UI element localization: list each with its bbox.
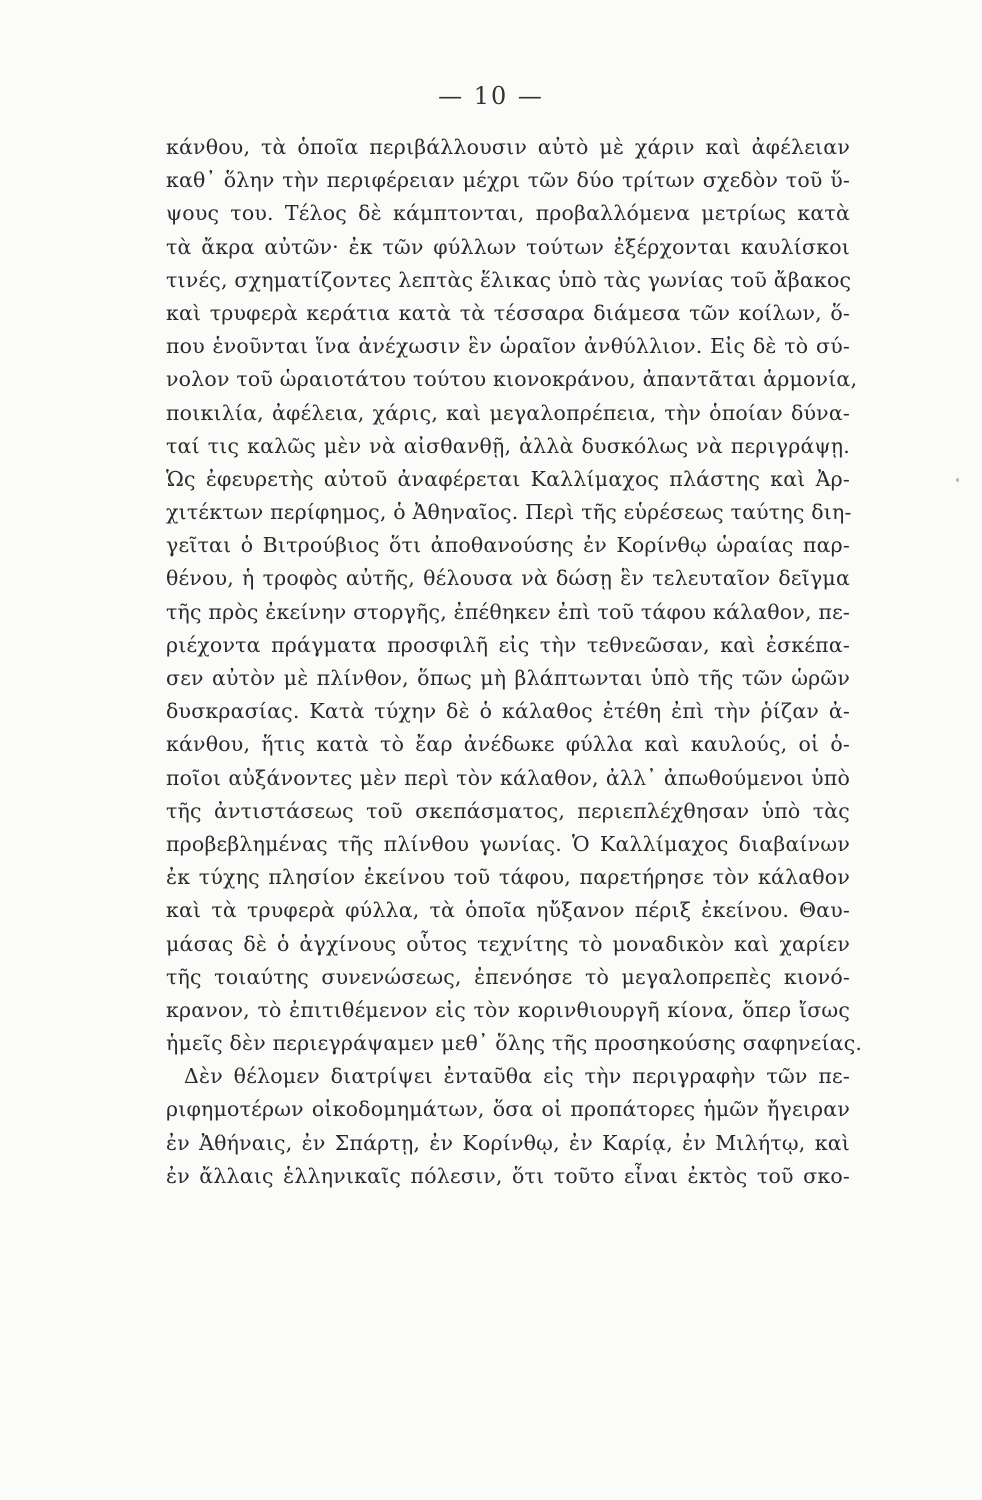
text-line: ἐν ἄλλαις ἑλληνικαῖς πόλεσιν, ὅτι τοῦτο εἶναι ἐκτὸς τοῦ σκο- (166, 1163, 850, 1188)
text-line: τῆς τοιαύτης συνενώσεως, ἐπενόησε τὸ μεγαλοπρεπὲς κιονό- (166, 964, 850, 989)
text-line: κάνθου, τὰ ὁποῖα περιβάλλουσιν αὐτὸ μὲ χάριν καὶ ἀφέλειαν (166, 135, 850, 159)
text-line: ποικιλία, ἀφέλεια, χάρις, καὶ μεγαλοπρέπεια, τὴν ὁποίαν δύνα- (166, 400, 850, 425)
text-line: τῆς πρὸς ἐκείνην στοργῆς, ἐπέθηκεν ἐπὶ τοῦ τάφου κάλαθον, πε- (166, 599, 851, 624)
text-line: χιτέκτων περίφημος, ὁ Ἀθηναῖος. Περὶ τῆς εὑρέσεως ταύτης διη- (166, 500, 852, 525)
paragraph-2 (166, 1060, 850, 1193)
text-line: τινές, σχηματίζοντες λεπτὰς ἕλικας ὑπὸ τὰς γωνίας τοῦ ἄβακος (166, 267, 852, 292)
text-line: νολον τοῦ ὡραιοτάτου τούτου κιονοκράνου, ἀπαντᾶται ἁρμονία, (166, 367, 858, 392)
text-line: Ὡς ἐφευρετὴς αὐτοῦ ἀναφέρεται Καλλίμαχος πλάστης καὶ Ἀρ- (166, 466, 850, 491)
text-line: που ἑνοῦνται ἵνα ἀνέχωσιν ἓν ὡραῖον ἀνθύλλιον. Εἰς δὲ τὸ σύ- (166, 334, 850, 359)
text-line: κάνθου, ἥτις κατὰ τὸ ἔαρ ἀνέδωκε φύλλα καὶ καυλούς, οἱ ὁ- (166, 732, 850, 757)
text-line: ταί τις καλῶς μὲν νὰ αἰσθανθῇ, ἀλλὰ δυσκόλως νὰ περιγράψῃ. (166, 433, 850, 458)
page-number: — 10 — (438, 82, 544, 110)
text-line: θένου, ἡ τροφὸς αὐτῆς, θέλουσα νὰ δώσῃ ἓν τελευταῖον δεῖγμα (166, 566, 850, 591)
text-line: καὶ τρυφερὰ κεράτια κατὰ τὰ τέσσαρα διάμεσα τῶν κοίλων, ὅ- (166, 300, 850, 325)
text-line: καὶ τὰ τρυφερὰ φύλλα, τὰ ὁποῖα ηὔξανον πέριξ ἐκείνου. Θαυ- (166, 898, 850, 923)
text-line: ριφημοτέρων οἰκοδομημάτων, ὅσα οἱ προπάτορες ἡμῶν ἤγειραν (166, 1097, 850, 1122)
text-line: κρανον, τὸ ἐπιτιθέμενον εἰς τὸν κορινθιουργῆ κίονα, ὅπερ ἴσως (166, 997, 850, 1022)
text-line: ἡμεῖς δὲν περιεγράψαμεν μεθ᾽ ὅλης τῆς προσηκούσης σαφηνείας. (166, 1031, 863, 1056)
text-line: ριέχοντα πράγματα προσφιλῆ εἰς τὴν τεθνεῶσαν, καὶ ἐσκέπα- (166, 632, 850, 657)
text-line: ἐν Ἀθήναις, ἐν Σπάρτῃ, ἐν Κορίνθῳ, ἐν Καρίᾳ, ἐν Μιλήτῳ, καὶ (166, 1130, 850, 1155)
text-line: Δὲν θέλομεν διατρίψει ἐνταῦθα εἰς τὴν περιγραφὴν τῶν πε- (184, 1064, 850, 1089)
text-line: ψους του. Τέλος δὲ κάμπτονται, προβαλλόμενα μετρίως κατὰ (166, 201, 850, 226)
text-line: τῆς ἀντιστάσεως τοῦ σκεπάσματος, περιεπλέχθησαν ὑπὸ τὰς (166, 798, 850, 823)
text-line: σεν αὐτὸν μὲ πλίνθον, ὅπως μὴ βλάπτωνται ὑπὸ τῆς τῶν ὡρῶν (166, 666, 850, 690)
body-text (166, 131, 863, 1193)
text-line: μάσας δὲ ὁ ἀγχίνους οὗτος τεχνίτης τὸ μοναδικὸν καὶ χαρίεν (166, 931, 850, 956)
text-line: ποῖοι αὐξάνοντες μὲν περὶ τὸν κάλαθον, ἀλλ᾽ ἀπωθούμενοι ὑπὸ (166, 765, 850, 790)
text-line: προβεβλημένας τῆς πλίνθου γωνίας. Ὁ Καλλίμαχος διαβαίνων (166, 831, 850, 856)
paper-speck (956, 478, 959, 482)
text-line: ἐκ τύχης πλησίον ἐκείνου τοῦ τάφου, παρετήρησε τὸν κάλαθον (166, 865, 850, 890)
paragraph-1 (166, 131, 863, 1060)
text-line: καθ᾽ ὅλην τὴν περιφέρειαν μέχρι τῶν δύο τρίτων σχεδὸν τοῦ ὕ- (166, 168, 850, 193)
text-line: γεῖται ὁ Βιτρούβιος ὅτι ἀποθανούσης ἐν Κορίνθῳ ὡραίας παρ- (166, 533, 850, 558)
text-line: τὰ ἄκρα αὐτῶν· ἐκ τῶν φύλλων τούτων ἐξέρχονται καυλίσκοι (166, 234, 850, 259)
text-line: δυσκρασίας. Κατὰ τύχην δὲ ὁ κάλαθος ἐτέθη ἐπὶ τὴν ῥίζαν ἀ- (166, 699, 850, 724)
